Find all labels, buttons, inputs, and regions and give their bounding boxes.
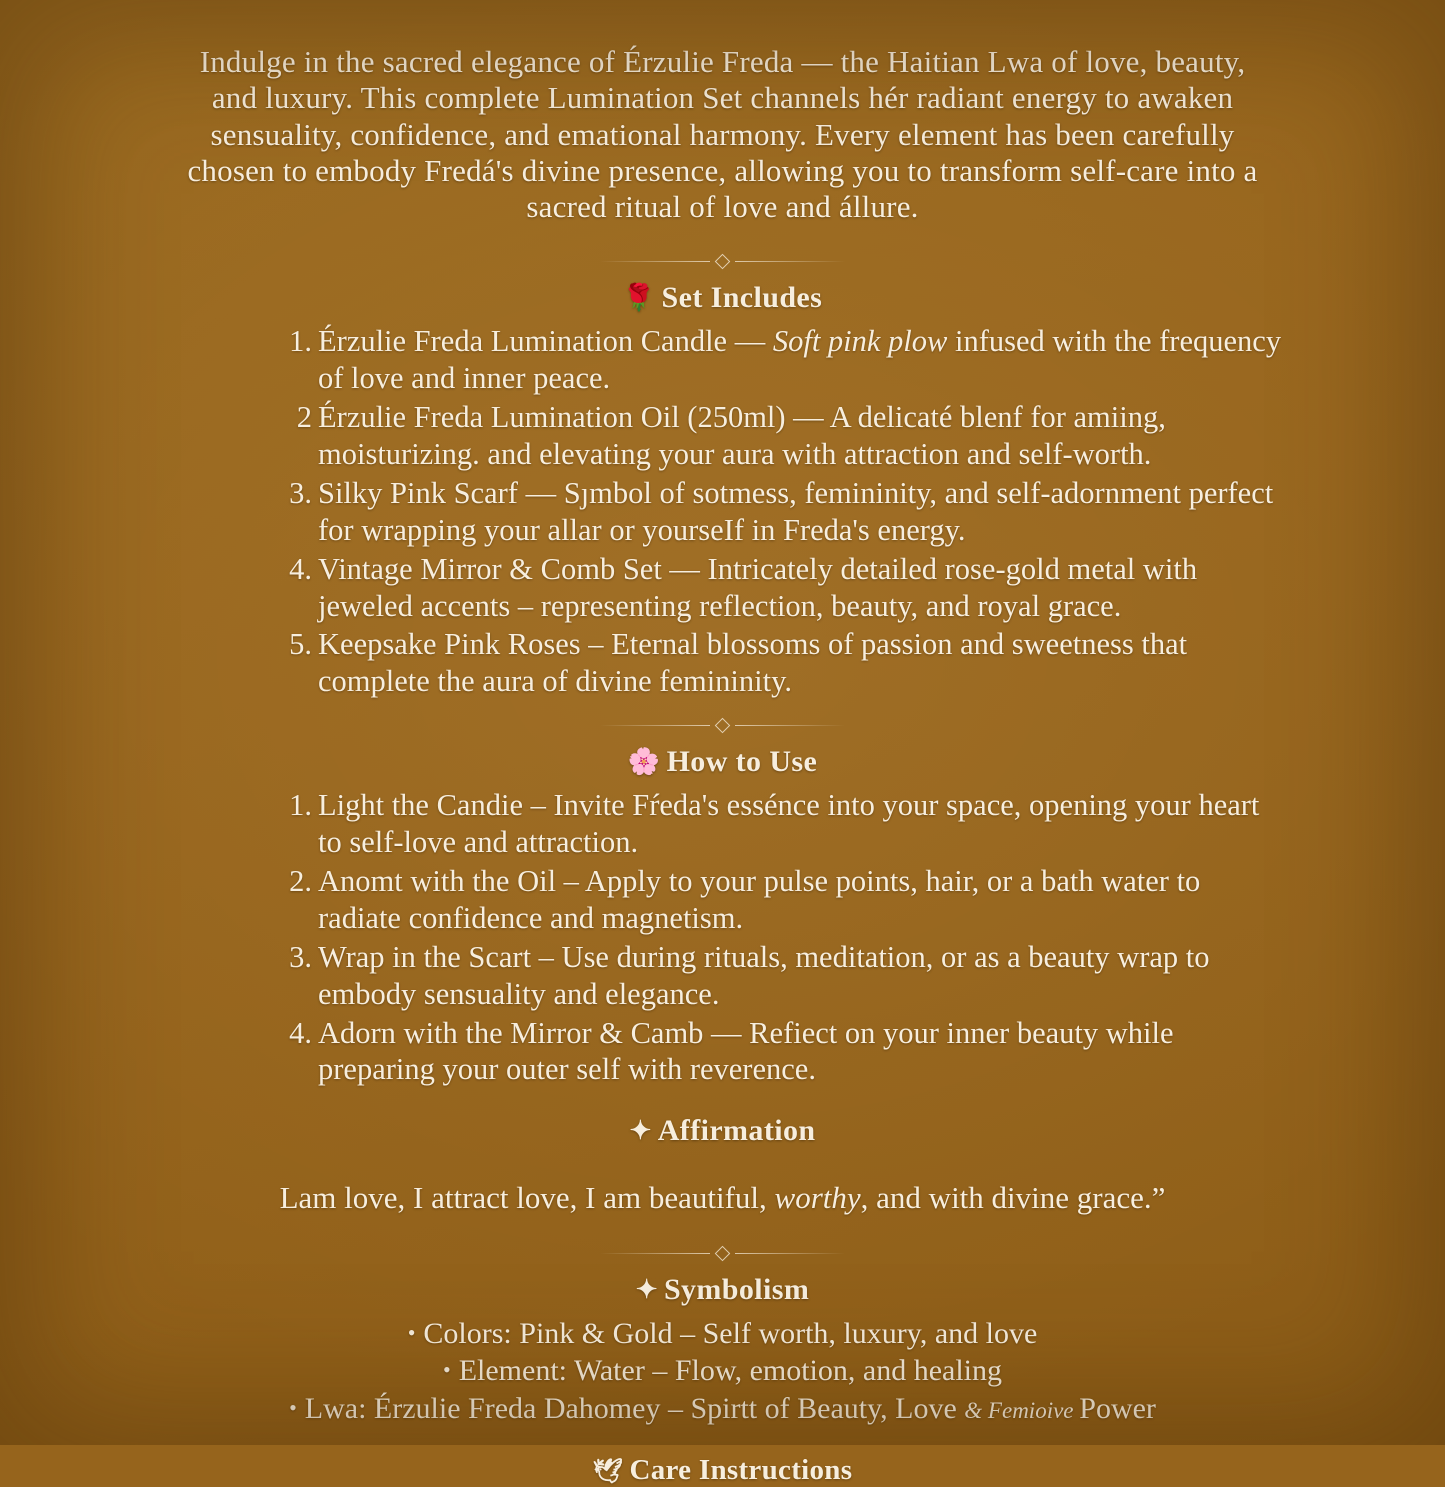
sparkle-icon: ✦ <box>635 1274 658 1304</box>
divider-bar-right <box>735 1253 845 1254</box>
sparkle-icon: ✦ <box>629 1116 652 1146</box>
list-item-text: Wrap in the Scart – Use during rituals, meditation, or as a beauty wrap to embody sensuality and elegance. <box>318 939 1210 1011</box>
list-item <box>150 1352 1295 1390</box>
divider-bar-left <box>600 261 710 262</box>
divider-1 <box>573 256 873 267</box>
bullet-icon: • <box>407 1319 416 1345</box>
list-item-text: Light the Candie – Invite Fŕeda's essénce into your space, opening your heart to self-love and attraction. <box>318 788 1260 860</box>
affirmation-text: Lam love, I attract love, I am beautiful, worthy, and with divine grace.” <box>279 1180 1166 1216</box>
list-item <box>278 863 1283 937</box>
section-title-text: Set Includes <box>661 281 823 315</box>
divider-diamond <box>715 718 731 734</box>
list-item <box>278 399 1283 473</box>
list-item-number: 3. <box>289 475 312 510</box>
divider-bar-right <box>735 725 845 726</box>
bullet-icon: • <box>443 1357 451 1383</box>
section-title-text: Symbolism <box>663 1272 810 1306</box>
divider-2 <box>573 720 873 731</box>
list-item <box>150 1390 1295 1428</box>
list-item-text: Silky Pink Scarf — Sȷmbol of sotmess, femininity, and self-adornment perfect for wrapping your allar or yourseIf in Freda's energy. <box>318 475 1274 547</box>
list-item <box>278 1015 1283 1089</box>
list-item <box>150 1315 1295 1353</box>
section-title-text: Care Instructions <box>629 1453 853 1486</box>
affirmation-section <box>150 1114 1295 1216</box>
list-item-text-tail: Power <box>1079 1392 1156 1426</box>
rose-icon: 🌹 <box>622 283 656 313</box>
list-item-text: Érzulie Freda Lumination Oil (250ml) — A delicaté blenf for amiing, moisturizing. and elevating your aura with attraction and self-worth. <box>318 400 1166 471</box>
divider-bar-left <box>600 725 710 726</box>
flower-icon: 🌸 <box>627 747 661 777</box>
divider-diamond <box>715 1245 731 1261</box>
list-item-text-small: & Femioive <box>964 1398 1080 1424</box>
section-heading-how-to-use <box>150 745 1295 779</box>
list-item <box>278 323 1283 397</box>
divider-diamond <box>715 254 731 270</box>
divider-bar-right <box>735 261 845 262</box>
list-item-text: Element: Water – Flow, emotion, and healing <box>458 1354 1002 1388</box>
section-title-text: Affirmation <box>657 1114 816 1148</box>
list-item-text: Adorn with the Mirror & Camb — Refiect on your inner beauty while preparing your outer self with reverence. <box>318 1015 1174 1087</box>
list-item-number: 1. <box>289 788 312 823</box>
section-heading-symbolism <box>150 1273 1295 1307</box>
list-item-text: Anomt with the Oil – Apply to your pulse points, hair, or a bath water to radiate confidence and magnetism. <box>318 864 1201 935</box>
list-item <box>278 551 1283 625</box>
symbolism-list <box>150 1315 1295 1428</box>
bullet-icon: • <box>289 1395 297 1421</box>
list-item <box>278 626 1283 700</box>
intro-paragraph: Indulge in the sacred elegance of Érzulie Freda — the Haitian Lwa of love, beauty, and luxury. This complete Lumination Set channels hér radiant energy to awaken sensuality, confidence, and emational harmony. Every element has been carefully chosen to embody Fredá's divine presence, allowing you to transform self-care into a sacred ritual of love and állure. <box>187 44 1258 225</box>
list-item-number: 5. <box>289 627 312 662</box>
section-heading-care-instructions <box>150 1454 1295 1487</box>
list-item-text: Lwa: Érzulie Freda Dahomey – Spirtt of Beauty, Love <box>304 1392 965 1426</box>
section-heading-set-includes <box>150 281 1295 315</box>
divider-bar-left <box>600 1253 710 1254</box>
dove-icon: 🕊 <box>592 1458 624 1485</box>
list-item <box>278 787 1283 861</box>
list-item-number: 2 <box>296 400 312 435</box>
list-item-number: 4. <box>289 1015 312 1050</box>
divider-3 <box>573 1248 873 1259</box>
list-item-text: Keepsake Pink Roses – Eternal blossoms of passion and sweetness that complete the aura of divine femininity. <box>318 627 1188 699</box>
how-to-use-list <box>150 787 1295 1088</box>
list-item-number: 2. <box>289 864 312 899</box>
list-item-number: 1. <box>289 324 312 359</box>
list-item-text: Érzulie Freda Lumination Candle — Soft pink plow infused with the frequency of love and inner peace. <box>318 324 1282 396</box>
list-item <box>278 475 1283 549</box>
list-item-number: 4. <box>289 551 312 586</box>
list-item-number: 3. <box>289 939 312 974</box>
list-item-text: Vintage Mirror & Comb Set — Intricately detailed rose-gold metal with jeweled accents – representing reflection, beauty, and royal grace. <box>318 551 1198 623</box>
set-includes-list <box>150 323 1295 700</box>
list-item <box>278 939 1283 1013</box>
section-heading-affirmation <box>150 1114 1295 1148</box>
list-item-text: Colors: Pink & Gold – Self worth, luxury, and love <box>423 1316 1038 1350</box>
section-title-text: How to Use <box>666 745 818 779</box>
